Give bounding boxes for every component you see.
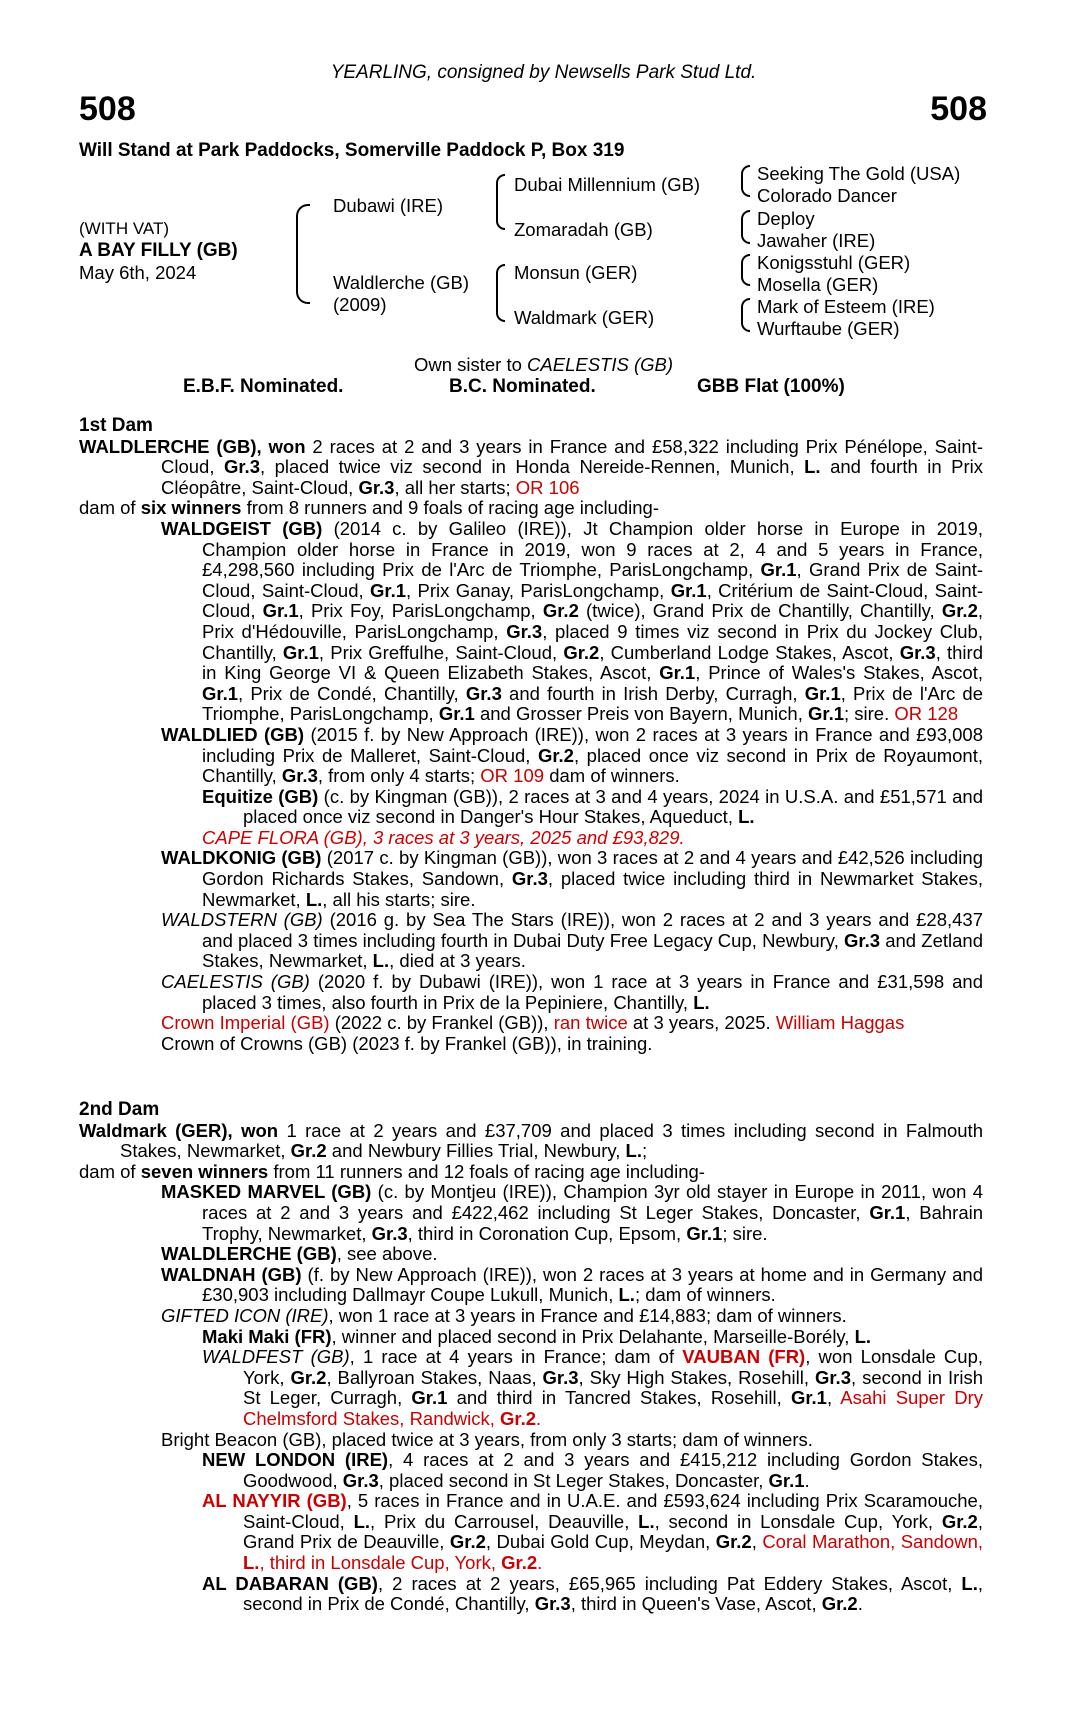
pedigree-brace-dd: [741, 298, 750, 332]
produce-entry-al-dabaran: AL DABARAN (GB), 2 races at 2 years, £65,965 including Pat Eddery Stakes, Ascot, L., second in Prix de Condé, Chantilly, Gr.3, third in Queen's Vase, Ascot, Gr.2.: [202, 1572, 983, 1615]
pedigree-ddd: Wurftaube (GER): [757, 318, 900, 339]
pedigree-sire-dam: Zomaradah (GB): [514, 219, 653, 240]
pedigree-ssd: Colorado Dancer: [757, 185, 897, 206]
pedigree-brace-dam: [496, 264, 505, 322]
first-dam-record: [79, 437, 983, 499]
first-dam-text: , placed twice viz second in Honda Nereide-Rennen, Munich,: [259, 456, 805, 478]
second-dam-record: Waldmark (GER), won 1 race at 2 years and £37,709 and placed 3 times including second in Falmouth Stakes, Newmarket, Gr.2 and Newbury Fillies Trial, Newbury, L.;: [79, 1119, 983, 1162]
pedigree-dam-year: (2009): [333, 294, 387, 315]
gbb-flat: GBB Flat (100%): [697, 376, 845, 397]
pedigree-dss: Konigsstuhl (GER): [757, 252, 911, 273]
pedigree-dds: Mark of Esteem (IRE): [757, 296, 935, 317]
produce-entry-bright-beacon: Bright Beacon (GB), placed twice at 3 years, from only 3 starts; dam of winners.: [161, 1428, 813, 1450]
foaling-date: May 6th, 2024: [79, 262, 197, 283]
produce-entry-caelestis: CAELESTIS (GB) (2020 f. by Dubawi (IRE)), won 1 race at 3 years in France and £31,598 and placed 3 times, also fourth in Prix de la Pepiniere, Chantilly, L.: [161, 971, 983, 1013]
produce-entry-waldkonig: WALDKONIG (GB) (2017 c. by Kingman (GB)), won 3 races at 2 and 4 years and £42,526 including Gordon Richards Stakes, Sandown, Gr.3, placed twice including third in Newmarket Stakes, Newmarket, L., all his starts; sire.: [161, 847, 983, 910]
first-dam-heading: 1st Dam: [79, 415, 153, 436]
bc-nominated: B.C. Nominated.: [449, 376, 596, 397]
produce-entry-al-nayyir: AL NAYYIR (GB), 5 races in France and in U.A.E. and £593,624 including Prix Scaramouche, Saint-Cloud, L., Prix du Carrousel, Deauville, L., second in Lonsdale Cup, York, Gr.2, Grand Prix de Deauville, Gr.2, Dubai Gold Cup, Meydan, Gr.2, Coral Marathon, Sandown, L., third in Lonsdale Cup, York, Gr.2.: [202, 1490, 983, 1574]
produce-entry-waldnah: WALDNAH (GB) (f. by New Approach (IRE)), won 2 races at 3 years at home and in Germany and £30,903 including Dallmayr Coupe Lukull, Munich, L.; dam of winners.: [161, 1263, 983, 1306]
pedigree-sire: Dubawi (IRE): [333, 195, 443, 216]
produce-entry-crown-of-crowns: Crown of Crowns (GB) (2023 f. by Frankel (GB)), in training.: [161, 1032, 653, 1054]
first-dam-text: 2 races at 2 and 3 years in France and £58,322 including Prix Pénélope, Saint-Cloud,: [161, 435, 983, 478]
pedigree-sire-sire: Dubai Millennium (GB): [514, 174, 701, 195]
grade: L.: [804, 456, 821, 478]
produce-entry-masked-marvel: MASKED MARVEL (GB) (c. by Montjeu (IRE)), Champion 3yr old stayer in Europe in 2011, won 4 races at 2 and 3 years and £422,462 including St Leger Stakes, Doncaster, Gr.1, Bahrain Trophy, Newmarket, Gr.3, third in Coronation Cup, Epsom, Gr.1; sire.: [161, 1181, 984, 1244]
second-dam-section: [79, 1100, 983, 1615]
first-dam-produce-summary: [79, 498, 983, 519]
produce-entry-waldgeist: WALDGEIST (GB) (2014 c. by Galileo (IRE)), Jt Champion older horse in Europe in 2019, Champion older horse in France in 2019, won 9 races at 2, 4 and 5 years in France, £4,298,560 including Prix de l'Arc de Triomphe, ParisLongchamp, Gr.1, Grand Prix de Saint-Cloud, Saint-Cloud, Gr.1, Prix Ganay, ParisLongchamp, Gr.1, Critérium de Saint-Cloud, Saint-Cloud, Gr.1, Prix Foy, ParisLongchamp, Gr.2 (twice), Grand Prix de Chantilly, Chantilly, Gr.2, Prix d'Hédouville, ParisLongchamp, Gr.3, placed 9 times viz second in Prix du Jockey Club, Chantilly, Gr.1, Prix Greffulhe, Saint-Cloud, Gr.2, Cumberland Lodge Stakes, Ascot, Gr.3, third in King George VI & Queen Elizabeth Stakes, Ascot, Gr.1, Prince of Wales's Stakes, Ascot, Gr.1, Prix de Condé, Chantilly, Gr.3 and fourth in Irish Derby, Curragh, Gr.1, Prix de l'Arc de Triomphe, ParisLongchamp, Gr.1 and Grosser Preis von Bayern, Munich, Gr.1; sire. OR 128: [161, 517, 984, 725]
grade: Gr.3: [223, 456, 260, 478]
pedigree-brace-ss: [741, 165, 750, 197]
winners-count: seven winners: [140, 1160, 269, 1182]
produce-text: from 8 runners and 9 foals of racing age including-: [241, 497, 659, 519]
own-sister-line: [0, 354, 1087, 376]
produce-entry-waldfest: WALDFEST (GB), 1 race at 4 years in France; dam of VAUBAN (FR), won Lonsdale Cup, York, Gr.2, Ballyroan Stakes, Naas, Gr.3, Sky High Stakes, Rosehill, Gr.3, second in Irish St Leger, Curragh, Gr.1 and third in Tancred Stakes, Rosehill, Gr.1, Asahi Super Dry Chelmsford Stakes, Randwick, Gr.2.: [202, 1346, 984, 1429]
produce-entry-waldstern: WALDSTERN (GB) (2016 g. by Sea The Stars (IRE)), won 2 races at 2 and 3 years and £28,437 and placed 3 times including fourth in Dubai Duty Free Legacy Cup, Newbury, Gr.3 and Zetland Stakes, Newmarket, L., died at 3 years.: [161, 909, 984, 972]
pedigree-brace-sd: [741, 210, 750, 244]
first-dam-section: [79, 416, 983, 1054]
vat-label: (WITH VAT): [79, 219, 170, 238]
produce-text: dam of: [79, 1160, 141, 1182]
first-dam-name: WALDLERCHE (GB), won: [79, 435, 306, 457]
pedigree-sds: Deploy: [757, 208, 815, 229]
produce-entry-cape-flora: CAPE FLORA (GB), 3 races at 3 years, 2025 and £93,829.: [202, 826, 685, 848]
grade: Gr.3: [358, 476, 395, 498]
first-dam-text: and fourth in Prix Cléopâtre, Saint-Cloud,: [161, 456, 983, 498]
own-sister-prefix: Own sister to: [413, 354, 528, 375]
produce-text: dam of: [79, 497, 141, 519]
lot-number-right: 508: [930, 90, 987, 128]
pedigree-sss: Seeking The Gold (USA): [757, 163, 961, 184]
official-rating: OR 106: [515, 476, 580, 498]
lot-number-left: 508: [79, 90, 136, 128]
produce-entry-crown-imperial: Crown Imperial (GB) (2022 c. by Frankel (GB)), ran twice at 3 years, 2025. William Haggas: [161, 1012, 905, 1034]
pedigree-dam-sire: Monsun (GER): [514, 262, 638, 283]
produce-entry-gifted-icon: GIFTED ICON (IRE), won 1 race at 3 years in France and £14,883; dam of winners.: [161, 1304, 847, 1326]
consignor-line: YEARLING, consigned by Newsells Park Stud Ltd.: [330, 62, 757, 83]
second-dam-produce-summary: [79, 1162, 983, 1183]
produce-entry-maki-maki: Maki Maki (FR), winner and placed second in Prix Delahante, Marseille-Borély, L.: [202, 1325, 872, 1347]
pedigree-dam: Waldlerche (GB): [333, 272, 470, 293]
own-sister-name: CAELESTIS (GB): [527, 354, 674, 375]
pedigree-brace-sire: [496, 174, 505, 230]
pedigree-dsd: Mosella (GER): [757, 274, 879, 295]
pedigree-dam-dam: Waldmark (GER): [514, 307, 655, 328]
winners-count: six winners: [140, 497, 242, 519]
first-dam-text: , all her starts;: [394, 476, 516, 498]
ebf-nominated: E.B.F. Nominated.: [183, 376, 344, 397]
horse-name: A BAY FILLY (GB): [79, 240, 238, 261]
pedigree-brace-ds: [741, 254, 750, 286]
produce-entry-equitize: Equitize (GB) (c. by Kingman (GB)), 2 races at 3 and 4 years, 2024 in U.S.A. and £51,571 and placed once viz second in Danger's Hour Stakes, Aqueduct, L.: [202, 785, 983, 828]
produce-text: from 11 runners and 12 foals of racing age including-: [268, 1160, 705, 1182]
produce-entry-new-london: NEW LONDON (IRE), 4 races at 2 and 3 years and £415,212 including Gordon Stakes, Goodwood, Gr.3, placed second in St Leger Stakes, Doncaster, Gr.1.: [202, 1449, 983, 1491]
produce-entry-waldlerche: WALDLERCHE (GB), see above.: [161, 1243, 438, 1265]
stand-line: Will Stand at Park Paddocks, Somerville Paddock P, Box 319: [79, 140, 625, 161]
second-dam-name: Waldmark (GER), won: [79, 1119, 279, 1141]
pedigree-brace-main: [296, 204, 310, 304]
second-dam-heading: 2nd Dam: [79, 1099, 160, 1120]
pedigree-sdd: Jawaher (IRE): [757, 230, 876, 251]
produce-entry-waldlied: WALDLIED (GB) (2015 f. by New Approach (IRE)), won 2 races at 3 years in France and £93,008 including Prix de Malleret, Saint-Cloud, Gr.2, placed once viz second in Prix de Royaumont, Chantilly, Gr.3, from only 4 starts; OR 109 dam of winners.: [161, 723, 984, 787]
